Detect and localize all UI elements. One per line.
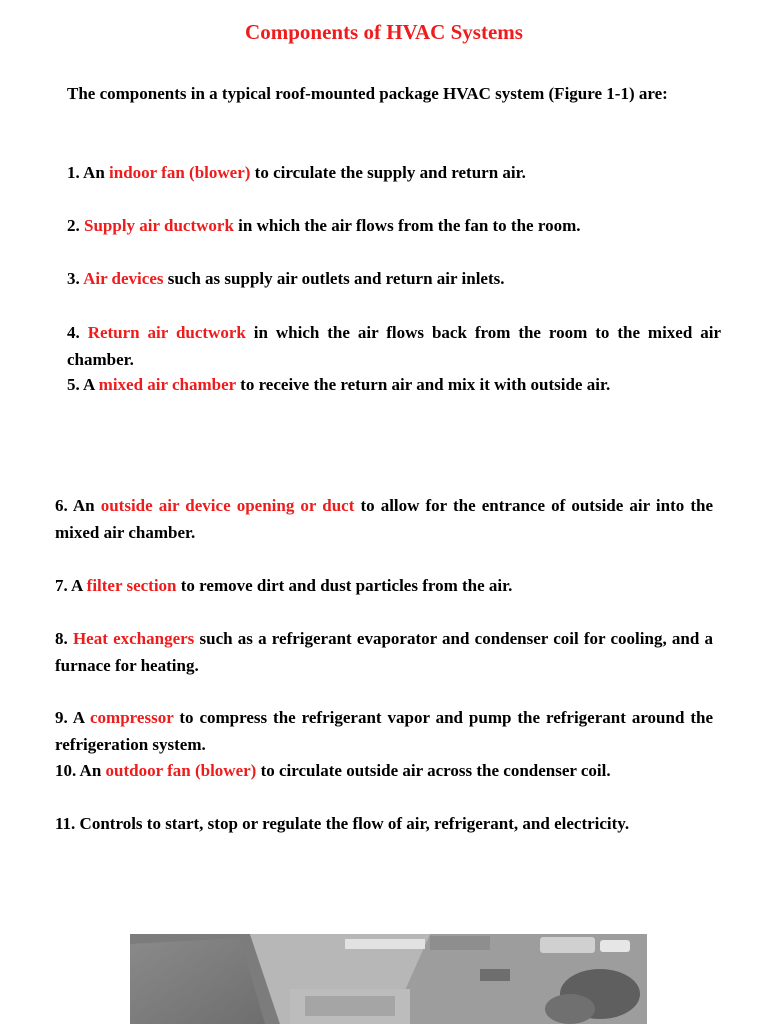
item-suffix: to allow for the entrance of outside air into the mixed air chamber. (55, 496, 714, 542)
item-suffix: to circulate outside air across the condenser coil. (256, 761, 611, 780)
item-prefix: 8. (55, 629, 73, 648)
component-highlight: outdoor fan (blower) (105, 761, 257, 780)
item-suffix: to receive the return air and mix it with outside air. (235, 375, 611, 394)
item-prefix: 6. An (55, 496, 101, 515)
list-item (67, 266, 721, 293)
intro-paragraph: The components in a typical roof-mounted package HVAC system (Figure 1-1) are: (67, 84, 668, 103)
list-item (67, 372, 721, 399)
list-item (67, 160, 721, 187)
item-prefix: 5. A (67, 375, 99, 394)
item-prefix: 7. A (55, 576, 87, 595)
list-item (67, 213, 721, 240)
list-item (55, 573, 713, 600)
page-title: Components of HVAC Systems (245, 20, 523, 44)
list-item (55, 705, 713, 758)
component-highlight: Return air ductwork (87, 323, 246, 342)
rooftop-hvac-photo (130, 934, 647, 1024)
item-suffix: to compress the refrigerant vapor and pump the refrigerant around the refrigeration system. (55, 708, 714, 754)
list-item (55, 493, 713, 546)
component-highlight: mixed air chamber (98, 375, 236, 394)
item-suffix: such as supply air outlets and return air inlets. (163, 269, 505, 288)
item-prefix: 9. A (55, 708, 91, 727)
component-highlight: indoor fan (blower) (109, 163, 251, 182)
list-item (55, 758, 713, 785)
item-prefix: 10. An (55, 761, 106, 780)
item-suffix: to circulate the supply and return air. (250, 163, 526, 182)
item-prefix: 3. (67, 269, 84, 288)
list-item (67, 320, 721, 373)
component-highlight: Air devices (83, 269, 164, 288)
component-highlight: Heat exchangers (72, 629, 195, 648)
list-item (55, 626, 713, 679)
component-highlight: Supply air ductwork (84, 216, 234, 235)
item-prefix: 4. (67, 323, 88, 342)
component-highlight: outside air device opening or duct (100, 496, 355, 515)
item-prefix: 2. (67, 216, 84, 235)
component-highlight: filter section (86, 576, 177, 595)
item-suffix: such as a refrigerant evaporator and condenser coil for cooling, and a furnace for heating. (55, 629, 714, 675)
list-item (55, 811, 713, 838)
component-highlight: compressor (90, 708, 174, 727)
item-suffix: in which the air flows back from the room to the mixed air chamber. (67, 323, 721, 369)
item-suffix: to remove dirt and dust particles from the air. (176, 576, 513, 595)
item-suffix: in which the air flows from the fan to the room. (233, 216, 581, 235)
item-prefix: 11. Controls to start, stop or regulate the flow of air, refrigerant, and electricity. (55, 814, 630, 833)
item-prefix: 1. An (67, 163, 110, 182)
